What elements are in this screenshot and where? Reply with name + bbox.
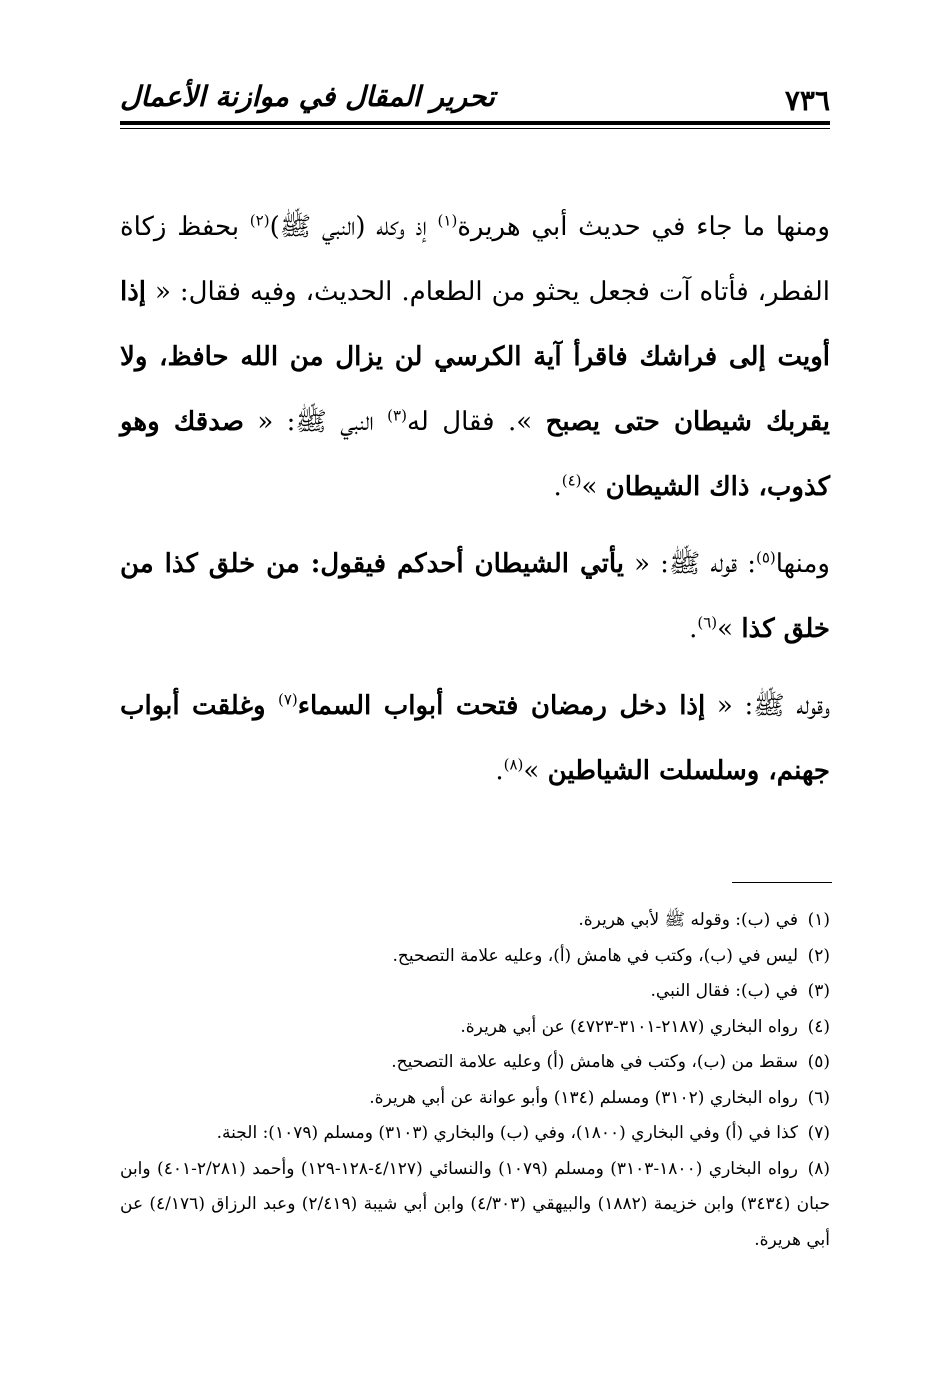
footnote bbox=[120, 1152, 830, 1259]
text: . bbox=[553, 472, 562, 502]
hadith-quote: إذا دخل رمضان فتحت أبواب السماء bbox=[297, 691, 706, 721]
paragraph-3 bbox=[120, 674, 830, 804]
footnote-ref: (٤) bbox=[561, 471, 582, 490]
footnote-number: (١) bbox=[807, 910, 830, 930]
page-header bbox=[120, 80, 830, 124]
footnote-ref: (٣) bbox=[387, 406, 407, 425]
footnote-text: رواه البخاري (٢١٨٧-٣١٠١-٤٧٢٣) عن أبي هريرة. bbox=[460, 1016, 798, 1037]
header-rule-thick bbox=[120, 121, 830, 125]
paragraph-2 bbox=[120, 532, 830, 662]
footnote-ref: (١) bbox=[437, 211, 458, 230]
footnote-ref: (٦) bbox=[697, 613, 718, 632]
footnote-number: (٥) bbox=[807, 1052, 830, 1072]
text: » bbox=[581, 472, 606, 502]
footnote bbox=[120, 1010, 830, 1046]
footnote bbox=[120, 974, 830, 1010]
footnote bbox=[120, 939, 830, 975]
footnote-separator bbox=[732, 882, 832, 883]
header-rule-thin bbox=[120, 128, 830, 129]
text: ومنها ما جاء في حديث أبي هريرة bbox=[457, 212, 830, 242]
footnote-number: (٢) bbox=[807, 945, 830, 966]
footnotes bbox=[120, 903, 830, 1258]
text: ومنها bbox=[775, 549, 830, 579]
footnote-number: (٨) bbox=[807, 1158, 830, 1179]
hadith-quote: صدقك وهو كذوب، ذاك الشيطان bbox=[120, 407, 830, 502]
text: . bbox=[495, 756, 504, 786]
footnote-text: ليس في (ب)، وكتب في هامش (أ)، وعليه علامة التصحيح. bbox=[392, 945, 798, 966]
text: ». فقال له bbox=[406, 407, 546, 437]
footnote-text: كذا في (أ) وفي البخاري (١٨٠٠)، وفي (ب) والبخاري (٣١٠٣) ومسلم (١٠٧٩): الجنة. bbox=[216, 1123, 798, 1143]
footnote bbox=[120, 1045, 830, 1081]
page-number: ٧٣٦ bbox=[784, 84, 830, 117]
hadith-quote: يأتي الشيطان أحدكم فيقول: من خلق كذا من خلق كذا bbox=[120, 549, 830, 644]
text: . bbox=[689, 614, 698, 644]
footnote-ref: (٥) bbox=[755, 548, 776, 567]
hadith-quote: وغلقت أبواب جهنم، وسلسلت الشياطين bbox=[120, 691, 830, 786]
text: النبي ﷺ: « bbox=[243, 407, 388, 437]
text: » bbox=[523, 756, 548, 786]
footnote-ref: (٧) bbox=[277, 690, 298, 709]
hadith-quote: إذا أويت إلى فراشك فاقرأ آية الكرسي لن يزال من الله حافظ، ولا يقربك شيطان حتى يصبح bbox=[120, 277, 830, 437]
footnote-text: في (ب): وقوله ﷺ لأبي هريرة. bbox=[578, 910, 798, 930]
text: » bbox=[717, 614, 742, 644]
footnote bbox=[120, 903, 830, 939]
text: إذ وكله (النبي ﷺ) bbox=[269, 212, 438, 242]
paragraph-1 bbox=[120, 195, 830, 520]
footnote-text: رواه البخاري (١٨٠٠-٣١٠٣) ومسلم (١٠٧٩) والنسائي (٤/١٢٧-١٢٨-١٢٩) وأحمد (٢/٢٨١-٤٠١) وابن حبان (٣٤٣٤) وابن خزيمة (١٨٨٢) والبيهقي (٤/٣٠٣) وابن أبي شيبة (٢/٤١٩) وعبد الرزاق (٤/١٧٦) عن أبي هريرة. bbox=[120, 1158, 830, 1250]
text: : قوله ﷺ: « bbox=[624, 549, 756, 579]
footnote-text: في (ب): فقال النبي. bbox=[650, 981, 798, 1001]
footnote-ref: (٨) bbox=[503, 755, 524, 774]
footnote-text: سقط من (ب)، وكتب في هامش (أ) وعليه علامة التصحيح. bbox=[391, 1052, 798, 1072]
running-title: تحرير المقال في موازنة الأعمال bbox=[120, 80, 495, 113]
footnote bbox=[120, 1081, 830, 1117]
footnote-text: رواه البخاري (٣١٠٢) ومسلم (١٣٤) وأبو عوانة عن أبي هريرة. bbox=[369, 1087, 798, 1108]
footnote-number: (٧) bbox=[807, 1123, 830, 1143]
footnote-number: (٦) bbox=[807, 1087, 830, 1108]
text: وقوله ﷺ: « bbox=[705, 691, 831, 721]
text: بحفظ زكاة الفطر، فأتاه آت فجعل يحثو من الطعام. الحديث، وفيه فقال: « bbox=[120, 212, 830, 307]
footnote bbox=[120, 1116, 830, 1152]
footnote-number: (٤) bbox=[807, 1016, 830, 1037]
main-text bbox=[120, 195, 830, 804]
footnote-number: (٣) bbox=[807, 981, 830, 1001]
footnote-ref: (٢) bbox=[249, 211, 270, 230]
